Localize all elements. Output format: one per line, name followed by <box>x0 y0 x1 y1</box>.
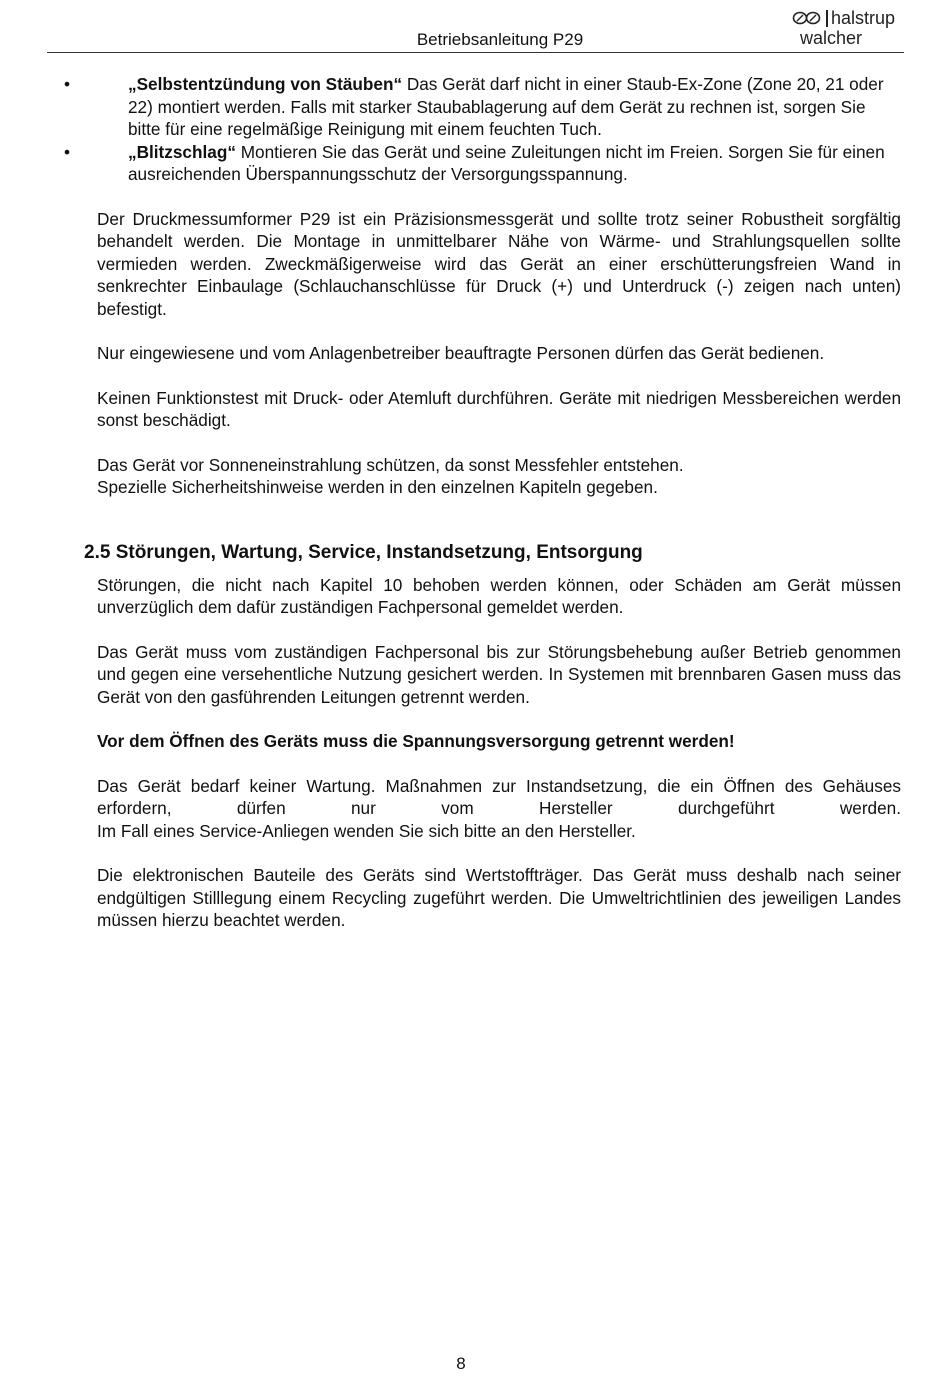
section-heading: 2.5 Störungen, Wartung, Service, Instandsetzung, Entsorgung <box>84 541 643 563</box>
paragraph: Im Fall eines Service-Anliegen wenden Sie sich bitte an den Hersteller. <box>97 820 636 841</box>
halstrup-walcher-logo <box>792 7 907 49</box>
paragraph: Der Druckmessumformer P29 ist ein Präzisionsmessgerät und sollte trotz seiner Robustheit sorgfältig behandelt werden. Die Montage in unmittelbarer Nähe von Wärme- und Strahlungsquellen sollte vermieden werden. Zweckmäßigerweise wird das Gerät an einer erschütterungsfreien Wand in senkrechter Einbaulage (Schlauchanschlüsse für Druck (+) und Unterdruck (-) zeigen nach unten) befestigt. <box>97 208 901 319</box>
bullet-list <box>64 73 901 186</box>
bullet-icon: • <box>64 141 71 162</box>
bullet-term: „Selbstentzündung von Stäuben“ <box>128 74 403 94</box>
page-number: 8 <box>456 1354 466 1373</box>
list-item <box>64 73 901 141</box>
paragraph: Das Gerät bedarf keiner Wartung. Maßnahmen zur Instandsetzung, die ein Öffnen des Gehäuses erfordern, dürfen nur vom Hersteller durchgeführt werden. <box>97 775 901 818</box>
warning-text: Vor dem Öffnen des Geräts muss die Spannungsversorgung getrennt werden! <box>97 731 735 751</box>
bullet-icon: • <box>64 74 71 94</box>
document-title: Betriebsanleitung P29 <box>416 30 584 49</box>
paragraph: Keinen Funktionstest mit Druck- oder Atemluft durchführen. Geräte mit niedrigen Messbereichen werden sonst beschädigt. <box>97 387 901 430</box>
page-content <box>64 73 901 932</box>
logo-text-halstrup: halstrup <box>831 8 896 28</box>
bullet-term: „Blitzschlag“ <box>128 141 236 162</box>
logo-mark-icon <box>792 10 822 26</box>
paragraph: Nur eingewiesene und vom Anlagenbetreiber beauftragte Personen dürfen das Gerät bedienen. <box>97 343 825 363</box>
header-rule <box>47 52 904 53</box>
paragraph: Das Gerät vor Sonneneinstrahlung schützen, da sonst Messfehler entstehen. <box>97 454 684 475</box>
paragraph: Spezielle Sicherheitshinweise werden in den einzelnen Kapiteln gegeben. <box>97 477 658 497</box>
logo-divider <box>826 10 828 27</box>
list-item <box>64 141 901 186</box>
paragraph: Die elektronischen Bauteile des Geräts sind Wertstoffträger. Das Gerät muss deshalb nach seiner endgültigen Stilllegung einem Recycling zugeführt werden. Die Umweltrichtlinien des jeweiligen Landes müssen hierzu beachtet werden. <box>97 865 901 930</box>
paragraph: Das Gerät muss vom zuständigen Fachpersonal bis zur Störungsbehebung außer Betrieb genommen und gegen eine versehentliche Nutzung gesichert werden. In Systemen mit brennbaren Gasen muss das Gerät von den gasführenden Leitungen getrennt werden. <box>97 641 901 707</box>
bullet-text: Das Gerät darf nicht in einer Staub-Ex-Zone (Zone 20, 21 oder 22) montiert werden. Falls mit starker Staubablagerung auf dem Gerät zu rechnen ist, sorgen Sie bitte für eine regelmäßige Reinigung mit einem feuchten Tuch. <box>128 74 884 139</box>
logo-text-walcher: walcher <box>800 28 863 48</box>
bullet-text: Montieren Sie das Gerät und seine Zuleitungen nicht im Freien. Sorgen Sie für einen ausreichenden Überspannungsschutz der Versorgungsspannung. <box>128 141 885 184</box>
paragraph: Störungen, die nicht nach Kapitel 10 behoben werden können, oder Schäden am Gerät müssen unverzüglich dem dafür zuständigen Fachpersonal gemeldet werden. <box>97 574 901 617</box>
